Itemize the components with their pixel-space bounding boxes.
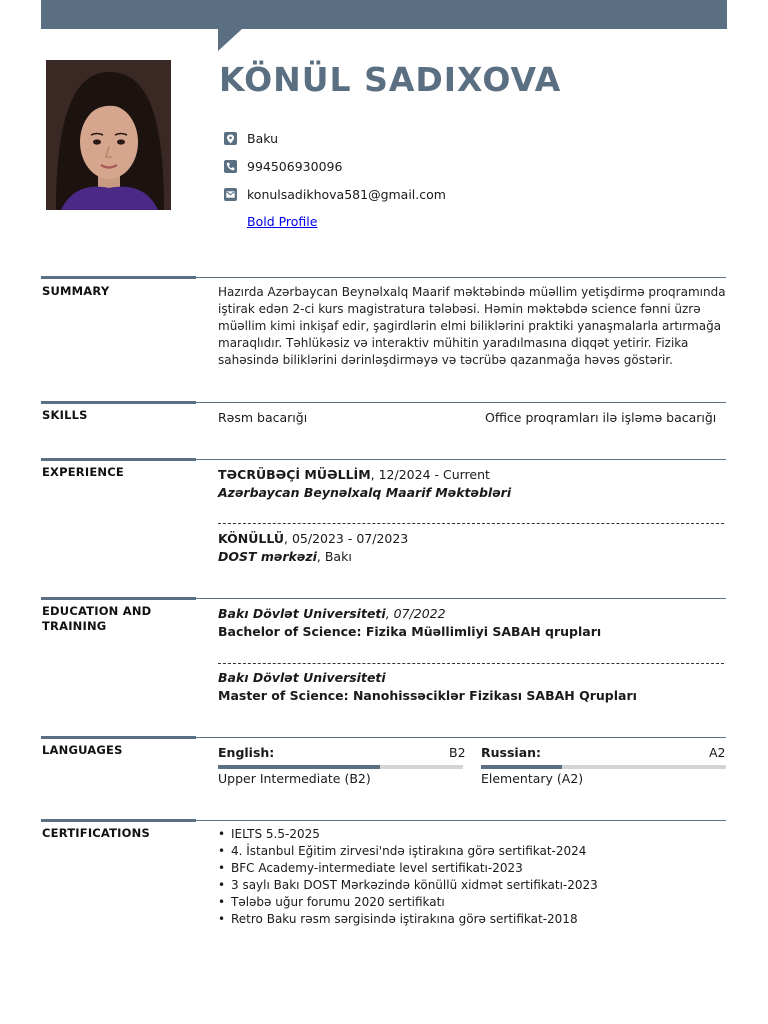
language-proficiency-fill bbox=[481, 765, 562, 769]
language-description: Upper Intermediate (B2) bbox=[218, 771, 371, 786]
certification-item: • Tələbə uğur forumu 2020 sertifikatı bbox=[218, 894, 598, 911]
education-degree: Bachelor of Science: Fizika Müəllimliyi SABAH qrupları bbox=[218, 624, 602, 639]
education-school: Bakı Dövlət Universiteti bbox=[218, 606, 386, 621]
contact-email-address[interactable]: konulsadikhova581@gmail.com bbox=[247, 187, 446, 202]
section-title-languages: LANGUAGES bbox=[42, 743, 123, 757]
certification-item: • BFC Academy-intermediate level sertifikatı-2023 bbox=[218, 860, 598, 877]
email-icon bbox=[224, 188, 237, 201]
summary-text: Hazırda Azərbaycan Beynəlxalq Maarif məktəbində müəllim yetişdirmə proqramında iştirak edən 2-ci kurs magistratura tələbəsi. Həmin məktəbdə science fənni üzrə müəllim kimi inkişaf edir, şagirdlərin elmi biliklərini praktiki yanaşmalarla artırmağa maraqlıdır. Təhlükəsiz və interaktiv mühitin yaradılmasına diqqət yetirir. Fizika sahəsində biliklərini dərinləşdirməyə və təcrübə qazanmağa həvəs göstərir. bbox=[218, 285, 726, 367]
entry-separator bbox=[218, 523, 724, 524]
language-proficiency-bar bbox=[218, 765, 463, 769]
language-level: B2 bbox=[449, 745, 466, 760]
section-divider-line bbox=[196, 737, 726, 738]
section-divider-bar bbox=[41, 819, 196, 822]
language-level: A2 bbox=[709, 745, 726, 760]
section-title-certifications: CERTIFICATIONS bbox=[42, 826, 150, 840]
education-school: Bakı Dövlət Universiteti bbox=[218, 670, 386, 685]
contact-phone bbox=[224, 159, 342, 174]
contact-city: Baku bbox=[247, 131, 279, 146]
certification-item: • 4. İstanbul Eğitim zirvesi'ndə iştirakına görə sertifikat-2024 bbox=[218, 843, 598, 860]
section-title-skills: SKILLS bbox=[42, 408, 88, 422]
section-divider-bar bbox=[41, 597, 196, 600]
section-divider-line bbox=[196, 277, 726, 278]
language-proficiency-fill bbox=[218, 765, 380, 769]
job-dates: , 12/2024 - Current bbox=[370, 467, 490, 482]
header-tab bbox=[218, 29, 242, 51]
portrait-illustration bbox=[46, 60, 171, 210]
job-location: , Bakı bbox=[316, 549, 352, 564]
location-pin-icon bbox=[224, 132, 237, 145]
contact-phone-number: 994506930096 bbox=[247, 159, 343, 174]
candidate-name: KÖNÜL SADIXOVA bbox=[219, 60, 562, 99]
section-title-education: EDUCATION AND TRAINING bbox=[42, 604, 152, 633]
section-divider-line bbox=[196, 598, 726, 599]
entry-separator bbox=[218, 663, 724, 664]
language-proficiency-bar bbox=[481, 765, 726, 769]
certification-item: • IELTS 5.5-2025 bbox=[218, 826, 598, 843]
certifications-list bbox=[218, 826, 598, 928]
section-divider-bar bbox=[41, 458, 196, 461]
profile-photo bbox=[46, 60, 171, 210]
section-divider-bar bbox=[41, 401, 196, 404]
section-title-experience: EXPERIENCE bbox=[42, 465, 124, 479]
certification-item: • 3 saylı Bakı DOST Mərkəzində könüllü xidmət sertifikatı-2023 bbox=[218, 877, 598, 894]
job-title: KÖNÜLLÜ bbox=[218, 531, 284, 546]
certification-item: • Retro Baku rəsm sərgisində iştirakına görə sertifikat-2018 bbox=[218, 911, 598, 928]
contact-location bbox=[224, 131, 278, 146]
language-name: Russian: bbox=[481, 745, 542, 760]
job-employer-line bbox=[218, 549, 352, 564]
contact-email bbox=[224, 187, 446, 202]
job-title-line bbox=[218, 467, 490, 482]
skill-item: Office proqramları ilə işləmə bacarığı bbox=[485, 410, 717, 425]
job-title-line bbox=[218, 531, 408, 546]
education-school-line bbox=[218, 606, 446, 621]
job-title: TƏCRÜBƏÇİ MÜƏLLİM bbox=[218, 467, 371, 482]
education-degree: Master of Science: Nanohissəciklər Fizikası SABAH Qrupları bbox=[218, 688, 637, 703]
profile-link[interactable]: Bold Profile bbox=[247, 214, 318, 229]
header-bar bbox=[41, 0, 727, 29]
section-divider-line bbox=[196, 402, 726, 403]
section-divider-line bbox=[196, 459, 726, 460]
job-dates: , 05/2023 - 07/2023 bbox=[284, 531, 409, 546]
education-date: , 07/2022 bbox=[385, 606, 446, 621]
job-employer: Azərbaycan Beynəlxalq Maarif Məktəbləri bbox=[218, 485, 512, 500]
section-divider-bar bbox=[41, 276, 196, 279]
section-title-summary: SUMMARY bbox=[42, 284, 110, 298]
job-employer: DOST mərkəzi bbox=[218, 549, 317, 564]
section-divider-line bbox=[196, 820, 726, 821]
language-name: English: bbox=[218, 745, 275, 760]
skill-item: Rəsm bacarığı bbox=[218, 410, 308, 425]
language-description: Elementary (A2) bbox=[481, 771, 584, 786]
phone-icon bbox=[224, 160, 237, 173]
section-divider-bar bbox=[41, 736, 196, 739]
